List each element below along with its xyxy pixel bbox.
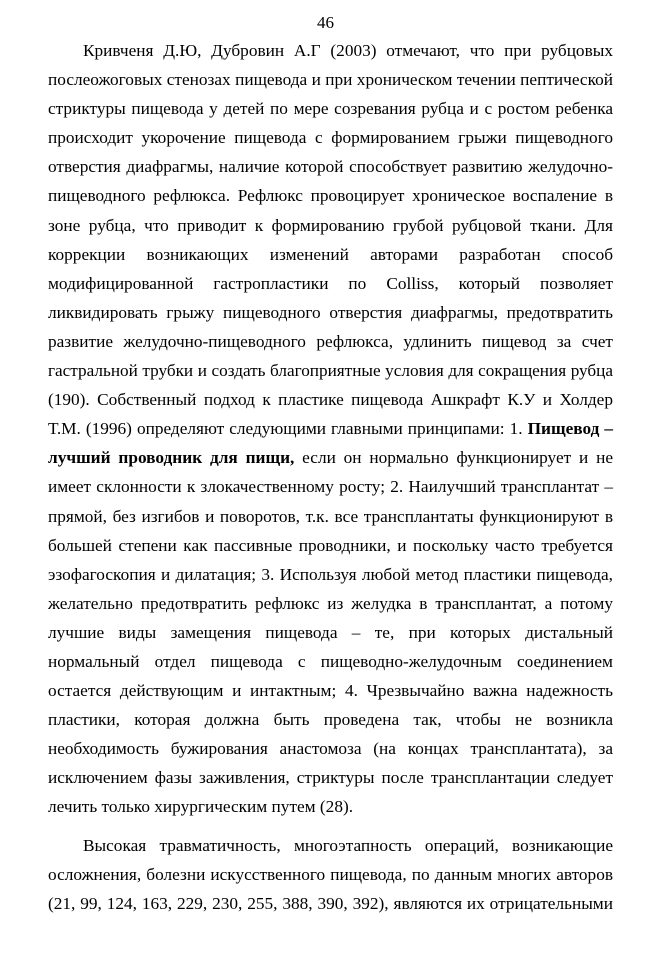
text-line: лучшие виды замещения пищевода – те, при которых дистальный xyxy=(48,622,613,642)
text-line: модифицированной гастропластики по Colliss, который позволяет xyxy=(48,273,613,293)
text-line: развитие желудочно-пищеводного рефлюкса, удлинить пищевод за счет xyxy=(48,331,613,351)
text-line: Высокая травматичность, многоэтапность операций, возникающие xyxy=(83,835,613,855)
text-line: большей степени как пассивные проводники, и поскольку часто требуется xyxy=(48,535,613,555)
text-line: нормальный отдел пищевода с пищеводно-желудочным соединением xyxy=(48,651,613,671)
paragraph-gap xyxy=(48,822,613,831)
text-line: стриктуры пищевода у детей по мере созревания рубца и с ростом ребенка xyxy=(48,99,613,119)
text-line-with-bold xyxy=(48,443,613,472)
line-text: Т.М. (1996) определяют следующими главными принципами: 1. xyxy=(48,419,528,439)
line-text: если он нормально функционирует и не xyxy=(294,448,613,468)
text-line: (21, 99, 124, 163, 229, 230, 255, 388, 390, 392), являются их отрицательными xyxy=(48,893,613,913)
text-line: гастральной трубки и создать благоприятные условия для сокращения рубца xyxy=(48,361,613,381)
body-text xyxy=(48,36,613,918)
text-line: желательно предотвратить рефлюкс из желудка в трансплантат, а потому xyxy=(48,593,613,613)
paragraph-2 xyxy=(48,831,613,918)
text-line: коррекции возникающих изменений авторами разработан способ xyxy=(48,244,613,264)
bold-phrase: Пищевод – xyxy=(527,419,613,439)
text-line: (190). Собственный подход к пластике пищевода Ашкрафт К.У и Холдер xyxy=(48,390,613,410)
text-line: пищеводного рефлюкса. Рефлюкс провоцирует хроническое воспаление в xyxy=(48,186,613,206)
bold-phrase: лучший проводник для пищи, xyxy=(48,448,295,468)
text-line: послеожоговых стенозах пищевода и при хроническом течении пептической xyxy=(48,70,613,90)
text-line: эзофагоскопия и дилатация; 3. Используя любой метод пластики пищевода, xyxy=(48,564,613,584)
text-line: пластики, которая должна быть проведена так, чтобы не возникла xyxy=(48,710,613,730)
text-line: зоне рубца, что приводит к формированию грубой рубцовой ткани. Для xyxy=(48,215,613,235)
text-line: исключением фазы заживления, стриктуры после трансплантации следует xyxy=(48,768,613,788)
text-line: отверстия диафрагмы, наличие которой способствует развитию желудочно- xyxy=(48,157,613,177)
page-number: 46 xyxy=(317,13,334,32)
text-line: происходит укорочение пищевода с формированием грыжи пищеводного xyxy=(48,128,613,148)
text-line: остается действующим и интактным; 4. Чрезвычайно важна надежность xyxy=(48,681,613,701)
text-line: лечить только хирургическим путем (28). xyxy=(48,797,354,817)
text-line: осложнения, болезни искусственного пищевода, по данным многих авторов xyxy=(48,864,613,884)
text-line: необходимость бужирования анастомоза (на концах трансплантата), за xyxy=(48,739,613,759)
text-line: прямой, без изгибов и поворотов, т.к. все трансплантаты функционируют в xyxy=(48,506,613,526)
text-line: Кривченя Д.Ю, Дубровин А.Г (2003) отмечают, что при рубцовых xyxy=(83,41,613,60)
text-line: ликвидировать грыжу пищеводного отверстия диафрагмы, предотвратить xyxy=(48,302,613,322)
paragraph-1 xyxy=(48,36,613,822)
text-line-with-bold xyxy=(48,414,613,443)
text-line: имеет склонности к злокачественному росту; 2. Наилучший трансплантат – xyxy=(48,477,613,497)
